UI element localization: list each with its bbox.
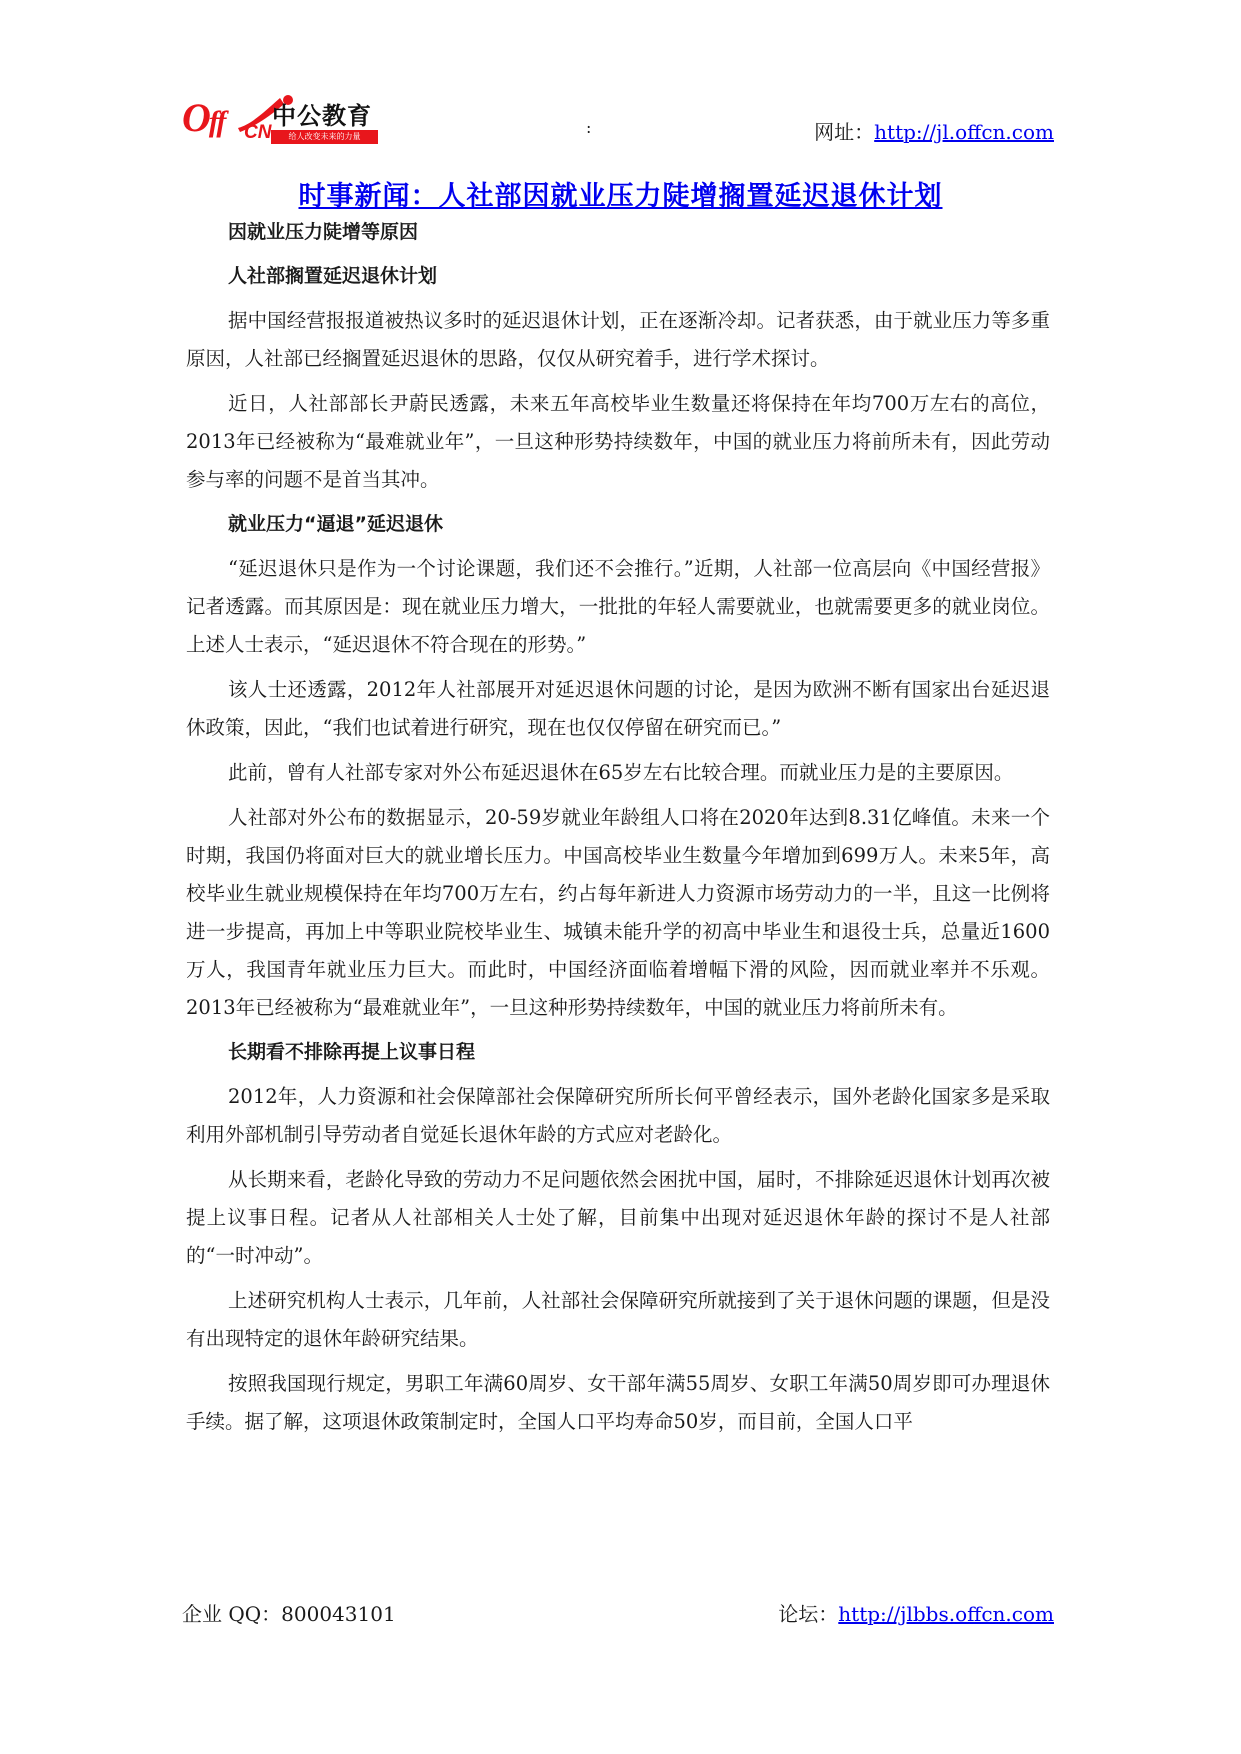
website-label: 网址： — [814, 120, 875, 144]
article-title[interactable]: 时事新闻：人社部因就业压力陡增搁置延迟退休计划 — [298, 181, 943, 212]
logo-cn: CN — [244, 122, 272, 143]
section-heading: 因就业压力陡增等原因 — [228, 221, 419, 243]
offcn-logo[interactable] — [182, 94, 382, 148]
website-link[interactable]: http://jl.offcn.com — [874, 120, 1054, 144]
qq-number: 800043101 — [281, 1602, 396, 1626]
section-heading: 长期看不排除再提上议事日程 — [228, 1041, 476, 1063]
footer-qq — [182, 1598, 396, 1627]
logo-slogan: 给人改变未来的力量 — [271, 130, 378, 144]
logo-letters: Off — [182, 95, 225, 140]
header-separator: : — [586, 118, 592, 137]
paragraph: 此前，曾有人社部专家对外公布延迟退休在65岁左右比较合理。而就业压力是的主要原因。 — [228, 761, 1014, 784]
paragraph: 近日，人社部部长尹蔚民透露，未来五年高校毕业生数量还将保持在年均700万左右的高位，2013年已经被称为“最难就业年”，一旦这种形势持续数年，中国的就业压力将前所未有，因此劳动参与率的问题不是首当其冲。 — [186, 392, 1050, 491]
section-heading: 人社部搁置延迟退休计划 — [228, 265, 438, 287]
paragraph: 上述研究机构人士表示，几年前，人社部社会保障研究所就接到了关于退休问题的课题，但是没有出现特定的退休年龄研究结果。 — [186, 1289, 1050, 1350]
page-header — [182, 88, 1054, 150]
article-body — [186, 214, 1050, 1448]
paragraph: “延迟退休只是作为一个讨论课题，我们还不会推行。”近期，人社部一位高层向《中国经营报》记者透露。而其原因是：现在就业压力增大，一批批的年轻人需要就业，也就需要更多的就业岗位。上述人士表示，“延迟退休不符合现在的形势。” — [186, 557, 1050, 656]
header-website — [814, 116, 1054, 145]
paragraph: 2012年，人力资源和社会保障部社会保障研究所所长何平曾经表示，国外老龄化国家多是采取利用外部机制引导劳动者自觉延长退休年龄的方式应对老龄化。 — [186, 1085, 1050, 1146]
paragraph: 按照我国现行规定，男职工年满60周岁、女干部年满55周岁、女职工年满50周岁即可办理退休手续。据了解，这项退休政策制定时，全国人口平均寿命50岁，而目前，全国人口平 — [186, 1372, 1050, 1433]
logo-brand: 中公教育 — [272, 102, 372, 130]
footer-forum — [778, 1598, 1054, 1627]
paragraph: 据中国经营报报道被热议多时的延迟退休计划，正在逐渐冷却。记者获悉，由于就业压力等多重原因，人社部已经搁置延迟退休的思路，仅仅从研究着手，进行学术探讨。 — [186, 309, 1050, 370]
paragraph: 该人士还透露，2012年人社部展开对延迟退休问题的讨论，是因为欧洲不断有国家出台延迟退休政策，因此，“我们也试着进行研究，现在也仅仅停留在研究而已。” — [186, 678, 1050, 739]
paragraph: 人社部对外公布的数据显示，20-59岁就业年龄组人口将在2020年达到8.31亿峰值。未来一个时期，我国仍将面对巨大的就业增长压力。中国高校毕业生数量今年增加到699万人。未来5年，高校毕业生就业规模保持在年均700万左右，约占每年新进人力资源市场劳动力的一半，且这一比例将进一步提高，再加上中等职业院校毕业生、城镇未能升学的初高中毕业生和退役士兵，总量近1600万人，我国青年就业压力巨大。而此时，中国经济面临着增幅下滑的风险，因而就业率并不乐观。2013年已经被称为“最难就业年”，一旦这种形势持续数年，中国的就业压力将前所未有。 — [186, 806, 1050, 1019]
paragraph: 从长期来看，老龄化导致的劳动力不足问题依然会困扰中国，届时，不排除延迟退休计划再次被提上议事日程。记者从人社部相关人士处了解，目前集中出现对延迟退休年龄的探讨不是人社部的“一时冲动”。 — [186, 1168, 1050, 1267]
forum-link[interactable]: http://jlbbs.offcn.com — [838, 1602, 1054, 1626]
section-heading: 就业压力“逼退”延迟退休 — [228, 513, 443, 535]
forum-label: 论坛： — [778, 1602, 839, 1626]
qq-label: 企业 QQ： — [182, 1602, 282, 1626]
